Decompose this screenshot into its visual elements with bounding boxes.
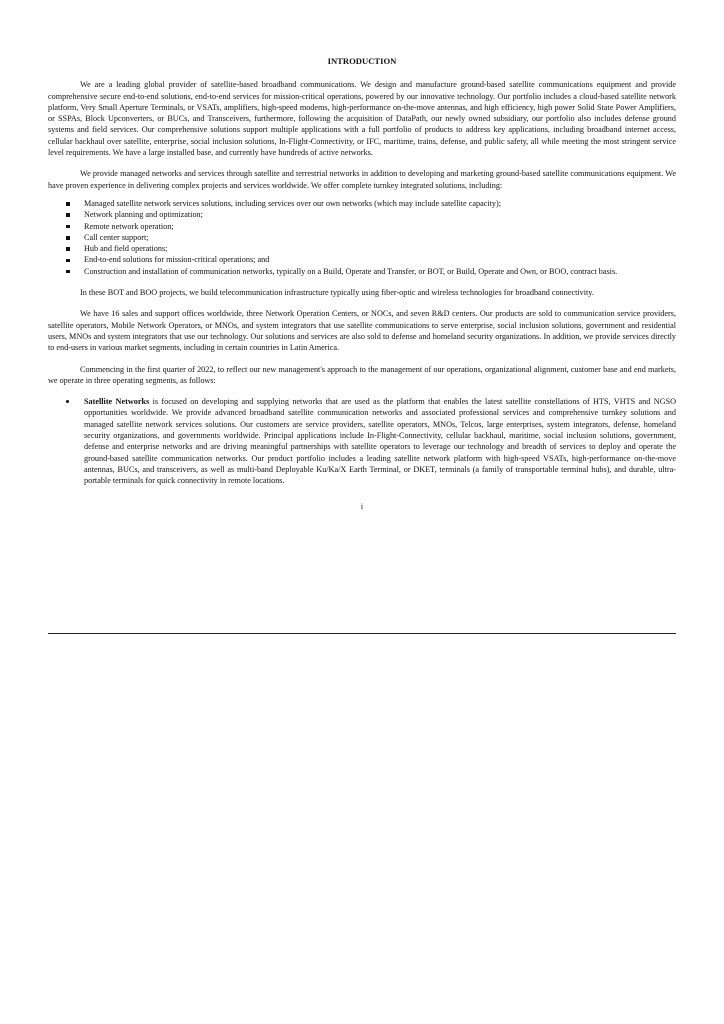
list-item: Remote network operation;	[84, 221, 676, 232]
segment-name: Satellite Networks	[84, 397, 150, 407]
list-item: End-to-end solutions for mission-critical operations; and	[84, 254, 676, 265]
segments-list	[48, 396, 676, 486]
paragraph-bot-boo: In these BOT and BOO projects, we build telecommunication infrastructure typically using fiber-optic and wireless technologies for broadband connectivity.	[80, 288, 594, 298]
page-number: i	[360, 501, 364, 511]
segment-description: is focused on developing and supplying networks that are used as the platform that enables the latest satellite constellations of HTS, VHTS and NGSO opportunities worldwide. We provide advanced broadband satellite communication networks and associated professional services and comprehensive turnkey solutions and managed satellite network services solutions. Our customers are service providers, satellite operators, MNOs, Telcos, large enterprises, system integrators, defense, homeland security organizations, and governments worldwide. Principal applications include In-Flight-Connectivity, cellular backhaul, maritime, social inclusion solutions, government, defense and enterprise networks and are driving meaningful partnerships with satellite operators to leverage our technology and breadth of services to deploy and operate the ground-based satellite communication networks. Our product portfolio includes a leading satellite network platform with high-speed VSATs, high-performance on-the-move antennas, BUCs, and transceivers, as well as multi-band Deployable Ku/Ka/X Earth Terminal, or DKET, terminals (a family of transportable terminal hubs), and durable, ultra-portable terminals for quick connectivity in remote locations.	[84, 397, 676, 486]
document-page	[48, 52, 676, 512]
list-item: Managed satellite network services solutions, including services over our own networks (which may include satellite capacity);	[84, 198, 676, 209]
page-title: INTRODUCTION	[327, 56, 397, 66]
list-item: Construction and installation of communication networks, typically on a Build, Operate and Transfer, or BOT, or Build, Operate and Own, or BOO, contract basis.	[84, 266, 676, 277]
paragraph-segments-intro: Commencing in the first quarter of 2022, to reflect our new management's approach to the management of our operations, organizational alignment, customer base and end markets, we operate in three operating segments, as follows:	[48, 364, 676, 385]
solutions-list	[48, 198, 676, 277]
list-item: Call center support;	[84, 232, 676, 243]
paragraph-overview: We are a leading global provider of satellite-based broadband communications. We design and manufacture ground-based satellite communications equipment and provide comprehensive secure end-to-end solutions, end-to-end services for mission-critical operations, powered by our innovative technology. Our portfolio includes a cloud-based satellite network platform, Very Small Aperture Terminals, or VSATs, amplifiers, high-speed modems, high-performance on-the-move antennas, and high efficiency, high power Solid State Power Amplifiers, or SSPAs, Block Upconverters, or BUCs, and Transceivers, furthermore, following the acquisition of DataPath, our newly owned subsidiary, our portfolio also includes defense ground systems and field services. Our comprehensive solutions support multiple applications with a full portfolio of products to address key applications, including broadband internet access, cellular backhaul over satellite, enterprise, social inclusion solutions, In-Flight-Connectivity, or IFC, maritime, trains, defense, and public safety, all while meeting the most stringent service level requirements. We have a large installed base, and currently have hundreds of active networks.	[48, 80, 676, 158]
paragraph-offices: We have 16 sales and support offices worldwide, three Network Operation Centers, or NOCs, and seven R&D centers. Our products are sold to communication service providers, satellite operators, Mobile Network Operators, or MNOs, and system integrators that use satellite communications to serve enterprise, social inclusion solutions, government and residential users, MNOs and system integrators that use our technology. Our solutions and services are also sold to defense and homeland security organizations. In addition, we provide services directly to end-users in various market segments, including in certain countries in Latin America.	[48, 309, 676, 353]
segment-item	[84, 396, 676, 486]
page-divider	[48, 633, 676, 634]
list-item: Network planning and optimization;	[84, 209, 676, 220]
list-item: Hub and field operations;	[84, 243, 676, 254]
paragraph-services: We provide managed networks and services through satellite and terrestrial networks in addition to developing and marketing ground-based satellite communications equipment. We have proven experience in delivering complex projects and services worldwide. We offer complete turnkey integrated solutions, including:	[48, 169, 676, 190]
